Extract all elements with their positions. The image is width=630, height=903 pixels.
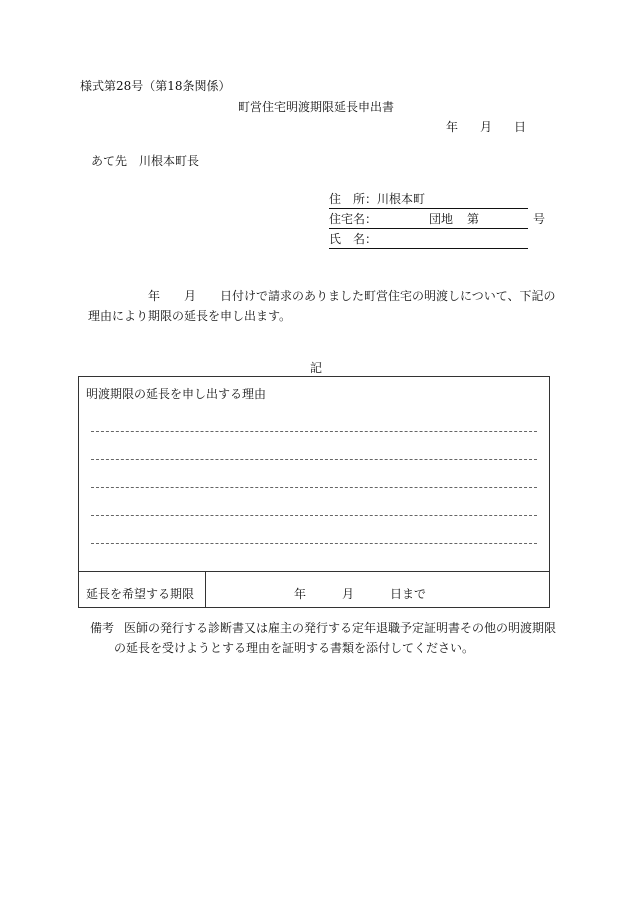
- address-label: 住 所：: [329, 192, 378, 206]
- remarks-label: 備考: [90, 621, 115, 635]
- ki-heading: 記: [310, 361, 323, 375]
- reason-header: 明渡期限の延長を申し出する理由: [86, 387, 267, 401]
- reason-table: [78, 376, 550, 608]
- applicant-housing-field[interactable]: [329, 211, 546, 229]
- request-year: 年: [148, 289, 161, 303]
- remarks: [90, 618, 570, 658]
- remarks-text-1: 医師の発行する診断書又は雇主の発行する定年退職予定証明書その他の明渡期限: [124, 621, 557, 635]
- housing-suffix-label: 号: [533, 212, 546, 226]
- date-day-field[interactable]: 日: [514, 120, 527, 134]
- remarks-text-2: の延長を受けようとする理由を証明する書類を添付してください。: [114, 641, 475, 655]
- document-title: 町営住宅明渡期限延長申出書: [238, 100, 395, 114]
- name-label: 氏 名：: [329, 232, 378, 246]
- addressee: [91, 155, 199, 167]
- request-month: 月: [184, 289, 197, 303]
- request-text-1: 日付けで請求のありました町営住宅の明渡しについて、下記の: [220, 289, 556, 303]
- housing-complex-label: 団地: [429, 212, 454, 226]
- housing-no-label: 第: [467, 212, 480, 226]
- period-day: 日まで: [390, 587, 427, 601]
- applicant-name-field[interactable]: [329, 231, 528, 249]
- period-year: 年: [294, 587, 307, 601]
- addressee-label: あて先: [91, 154, 128, 168]
- addressee-name: 川根本町長: [139, 154, 200, 168]
- address-value: 川根本町: [377, 192, 426, 206]
- period-month: 月: [342, 587, 355, 601]
- form-number: 様式第28号（第18条関係）: [80, 79, 231, 93]
- period-value-field[interactable]: [294, 585, 426, 602]
- reason-line-3[interactable]: [91, 487, 537, 488]
- request-body: [88, 286, 568, 326]
- date-year-field[interactable]: 年: [446, 120, 459, 134]
- date-month-field[interactable]: 月: [480, 120, 493, 134]
- housing-label: 住宅名：: [329, 212, 378, 226]
- reason-line-4[interactable]: [91, 515, 537, 516]
- date-row: [446, 121, 526, 133]
- applicant-address-field[interactable]: [329, 191, 528, 209]
- period-column-divider: [205, 571, 206, 607]
- request-text-2: 理由により期限の延長を申し出ます。: [88, 309, 292, 323]
- reason-line-2[interactable]: [91, 459, 537, 460]
- table-divider: [79, 571, 549, 572]
- reason-line-1[interactable]: [91, 431, 537, 432]
- reason-line-5[interactable]: [91, 543, 537, 544]
- period-label: 延長を希望する期限: [86, 587, 195, 601]
